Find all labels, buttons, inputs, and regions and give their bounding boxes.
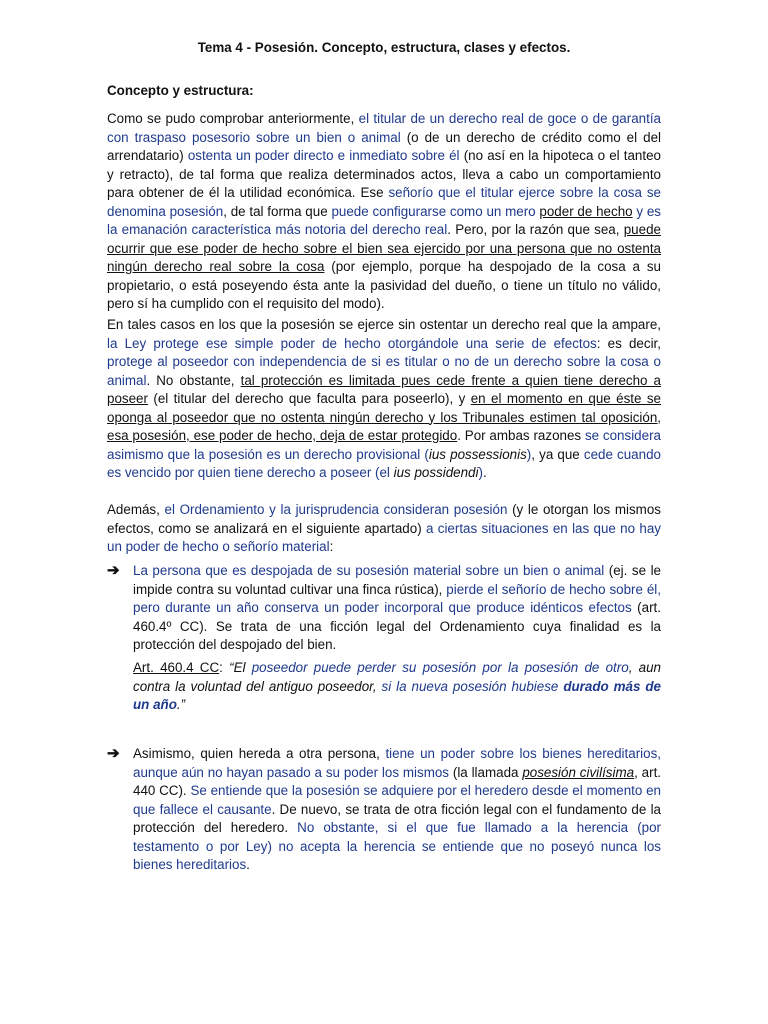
highlighted-run: ostenta un poder directo e inmediato sobre él [187,148,460,163]
paragraph-run: (y le otorgan los mismos efectos, como se analizará en el siguiente apartado) [107,502,661,536]
paragraph-protection [107,316,661,483]
paragraph-run: : [219,660,230,675]
underlined-run: puede ocurrir que ese poder de hecho sobre el bien sea ejercido por una persona que no ostenta ningún derecho real sobre la cosa [107,222,661,274]
highlighted-run: pierde el señorío de hecho sobre él, pero durante un año conserva un poder incorporal que produce idénticos efectos [133,581,661,615]
highlighted-run: ) [478,465,483,480]
highlighted-run: y es la emanación característica más notoria del derecho real [107,203,661,237]
highlighted-run: Se entiende que la posesión se adquiere por el heredero desde el momento en que fallece el causante [133,783,661,817]
highlighted-run: se considera asimismo que la posesión es un derecho provisional ( [107,428,661,462]
paragraph-run: , de tal forma que [223,203,332,219]
paragraph-run: : es decir, [596,335,661,351]
italic-run: .” [176,697,186,712]
document-title: Tema 4 - Posesión. Concepto, estructura, clases y efectos. [197,40,571,55]
italic-run: ius possessionis [428,446,527,462]
underlined-run: tal protección es limitada pues cede frente a quien tiene derecho a poseer [107,372,661,406]
highlighted-run: La persona que es despojada de su posesión material sobre un bien o animal [133,563,605,578]
bullet-despojo [133,562,661,655]
paragraph-run: (no así en la hipoteca o el tanteo y retracto), de tal forma que realiza determinados actos, lleva a cabo un comportamiento para obtener de él la utilidad económica. Ese [107,148,661,200]
paragraph-run: (art. 460.4º CC). Se trata de una ficción legal del Ordenamiento cuya finalidad es la protección del despojado del bien. [133,600,661,652]
paragraph-run: (ej. se le impide contra su voluntad cultivar una finca rústica), [133,563,661,597]
highlighted-run: No obstante, si el que fue llamado a la herencia (por testamento o por Ley) no acepta la herencia se entiende que no poseyó nunca los bienes hereditarios [133,820,662,872]
article-quote [133,659,661,715]
paragraph-run: (el titular del derecho que faculta para poseerlo), y [147,391,471,406]
highlighted-run: el Ordenamiento y la jurisprudencia consideran posesión [164,502,508,517]
highlighted-italic-run: si la nueva posesión hubiese [381,678,564,694]
underlined-run: poder de hecho [539,203,633,219]
paragraph-concept [107,110,661,314]
paragraph-run: : [329,539,334,554]
paragraph-run: , art. 440 CC). [133,764,662,798]
paragraph-run: . De nuevo, se trata de otra ficción legal con el fundamento de la protección del heredero. [133,801,661,835]
arrow-bullet-icon: ➔ [107,562,120,579]
paragraph-run: . No obstante, [146,372,241,388]
paragraph-run: . [246,857,250,872]
paragraph-fictions-intro [107,501,661,557]
arrow-bullet-icon: ➔ [107,745,120,762]
paragraph-run: . [482,465,487,480]
highlighted-run: tiene un poder sobre los bienes hereditarios, aunque aún no hayan pasado a su poder los mismos [133,746,661,780]
section-heading: Concepto y estructura: [107,83,254,98]
highlighted-run: a ciertas situaciones en las que no hay un poder de hecho o señorío material [107,520,661,554]
paragraph-run: (por ejemplo, porque ha despojado de la cosa a su propietario, o está poseyendo ésta ante la pasividad del dueño, o tiene un título no válido, pero sí ha cumplido con el requisito del modo). [107,259,661,311]
highlighted-run: puede configurarse como un mero [331,203,540,219]
paragraph-run: Como se pudo comprobar anteriormente, [107,111,359,126]
paragraph-run: , ya que [531,446,584,462]
bold-highlighted-run: durado más de un año [133,678,661,712]
paragraph-run: . Pero, por la razón que sea, [447,222,624,237]
paragraph-run: En tales casos en los que la posesión se ejerce sin ostentar un derecho real que la ampare, [107,317,661,332]
highlighted-run: protege al poseedor con independencia de si es titular o no de un derecho sobre la cosa o animal [107,354,661,388]
italic-run: ius possidendi [393,465,479,480]
paragraph-run: (la llamada [449,764,523,780]
highlighted-run: señorío que el titular ejerce sobre la cosa se denomina posesión [107,185,661,219]
italic-run: , aun contra la voluntad del antiguo poseedor, [133,660,661,694]
highlighted-italic-run: poseedor puede perder su posesión por la posesión de otro [251,660,629,675]
italic-run: “El [229,660,252,675]
highlighted-run: cede cuando es vencido por quien tiene derecho a poseer (el [107,446,661,480]
paragraph-run: (o de un derecho de crédito como el del arrendatario) [107,129,661,163]
paragraph-run: . Por ambas razones [457,428,585,443]
highlighted-run: ) [526,446,532,462]
italic-underlined-run: posesión civilísima [522,764,635,780]
bullet-herencia [133,745,661,875]
highlighted-run: la Ley protege ese simple poder de hecho otorgándole una serie de efectos [107,335,597,351]
paragraph-run: Asimismo, quien hereda a otra persona, [133,746,386,761]
article-reference: Art. 460.4 CC [133,660,220,675]
paragraph-run: Además, [107,502,165,517]
underlined-run: en el momento en que éste se oponga al poseedor que no ostenta ningún derecho y los Tribunales estimen tal oposición, esa posesión, ese poder de hecho, deja de estar protegido [107,391,661,443]
highlighted-run: el titular de un derecho real de goce o de garantía con traspaso posesorio sobre un bien o animal [107,111,661,145]
